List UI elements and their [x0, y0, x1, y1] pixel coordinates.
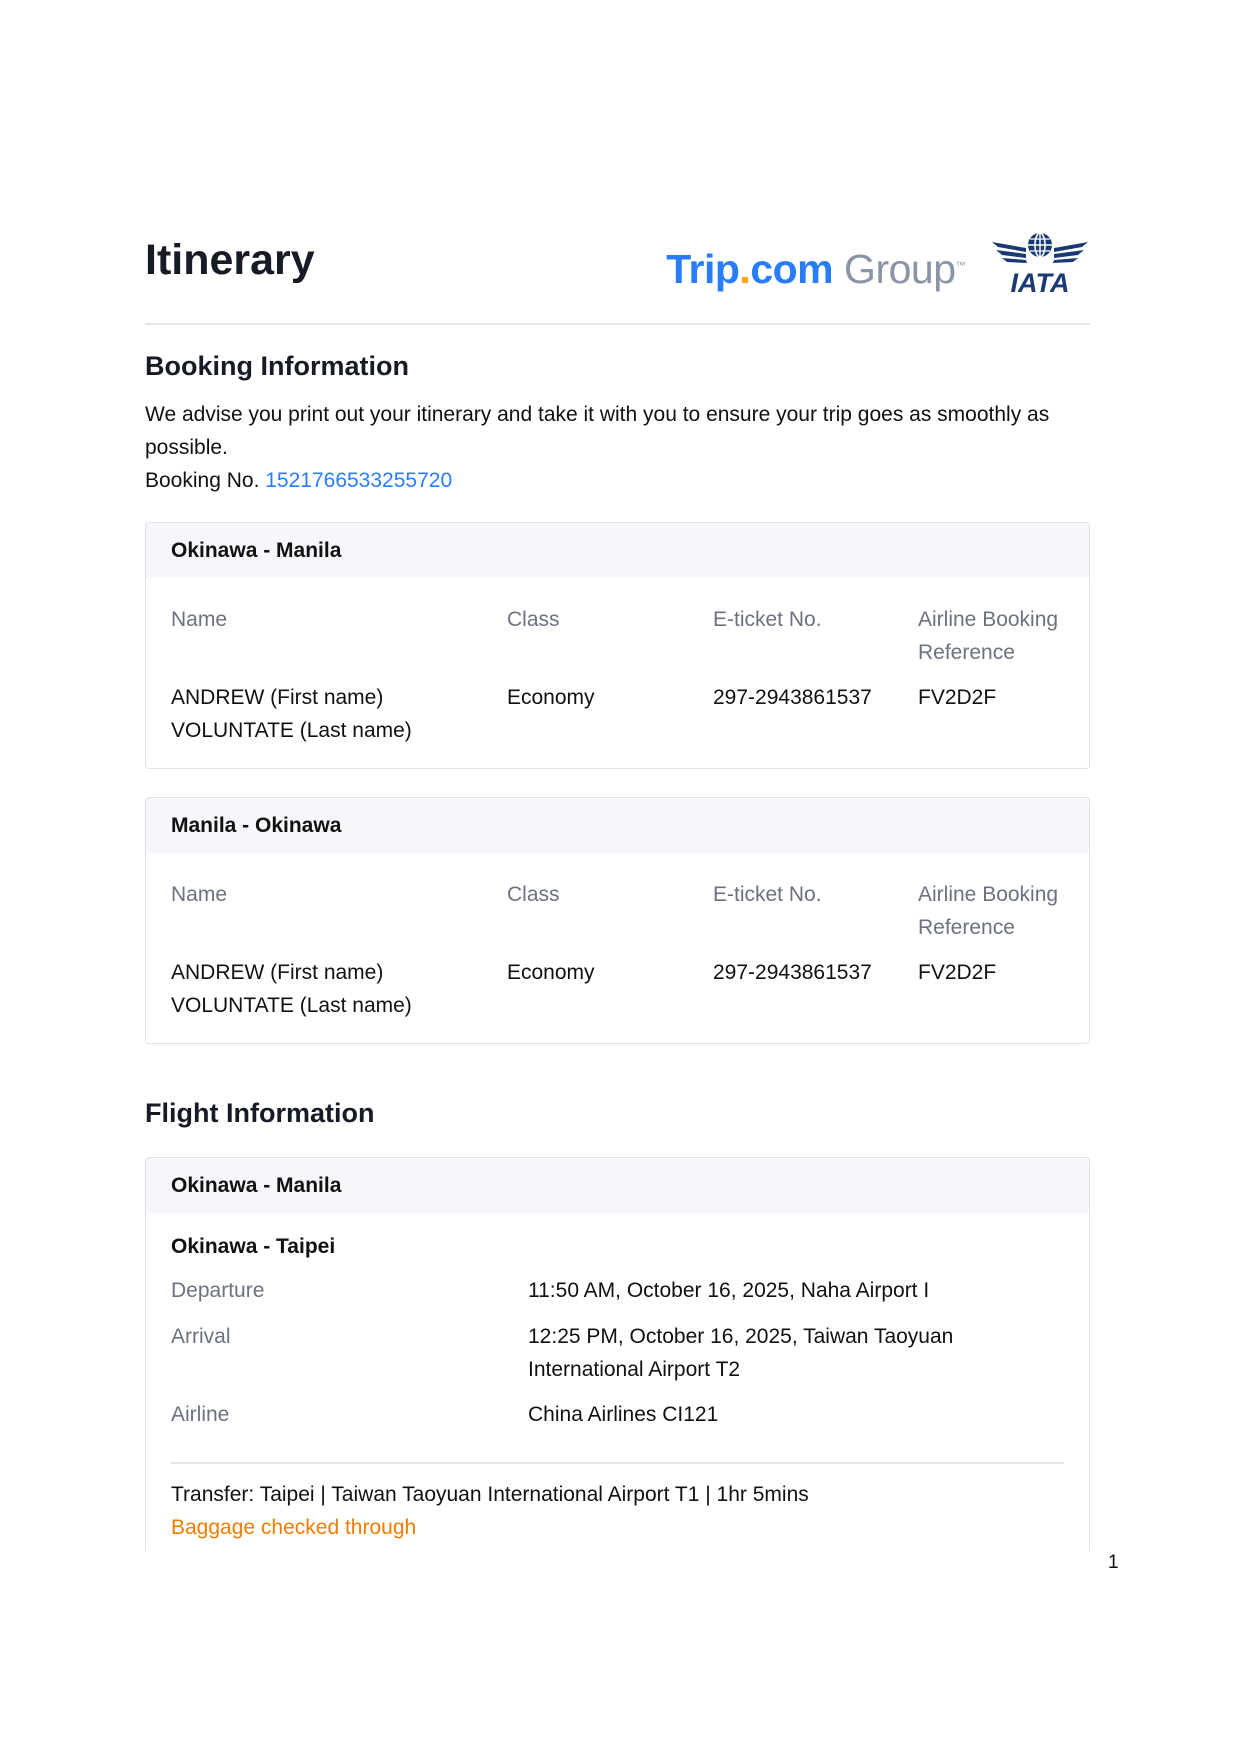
passenger-name: ANDREW (First name) VOLUNTATE (Last name)	[171, 961, 412, 1017]
trip-com-group-logo	[666, 246, 965, 293]
passenger-name: ANDREW (First name) VOLUNTATE (Last name)	[171, 686, 412, 742]
arrival-value: 12:25 PM, October 16, 2025, Taiwan Taoyuan International Airport T2	[528, 1325, 954, 1381]
iata-logo-text: IATA	[1010, 268, 1070, 296]
flight-card	[145, 1157, 1090, 1551]
booking-card-1	[145, 522, 1090, 769]
booking-intro	[145, 398, 1090, 497]
advice-text: We advise you print out your itinerary and take it with you to ensure your trip goes as smoothly as possible.	[145, 403, 1050, 459]
baggage-status: Baggage checked through	[171, 1516, 417, 1539]
flight-heading: Flight Information	[145, 1098, 375, 1128]
page-title: Itinerary	[145, 236, 315, 284]
column-name-header: Name	[171, 883, 228, 906]
column-reference-header: Airline Booking Reference	[918, 608, 1059, 664]
brand-dot: .	[739, 246, 751, 292]
cabin-class: Economy	[507, 961, 595, 984]
eticket-number: 297-2943861537	[713, 961, 872, 984]
booking-card-table	[146, 853, 1089, 1043]
booking-number-link[interactable]: 1521766533255720	[265, 469, 453, 492]
column-reference-header: Airline Booking Reference	[918, 883, 1059, 939]
flight-card-route: Okinawa - Manila	[146, 1158, 1089, 1213]
booking-card-route: Manila - Okinawa	[146, 798, 1089, 853]
header-divider	[145, 323, 1090, 325]
brand-tm: ™	[955, 260, 965, 272]
airline-value: China Airlines CI121	[528, 1403, 719, 1426]
iata-logo-icon	[990, 230, 1090, 296]
booking-card-2	[145, 797, 1090, 1044]
header	[145, 230, 1090, 300]
brand-com: com	[750, 246, 834, 292]
booking-reference: FV2D2F	[918, 961, 997, 984]
booking-number-line	[145, 464, 1090, 497]
arrival-label: Arrival	[171, 1325, 231, 1348]
page-number: 1	[1108, 1552, 1119, 1573]
column-class-header: Class	[507, 883, 560, 906]
booking-heading: Booking Information	[145, 351, 409, 381]
brand-group: Group	[844, 246, 956, 292]
leg-divider	[171, 1462, 1064, 1464]
column-name-header: Name	[171, 608, 228, 631]
column-eticket-header: E-ticket No.	[713, 883, 822, 906]
column-eticket-header: E-ticket No.	[713, 608, 822, 631]
leg-title: Okinawa - Taipei	[171, 1235, 336, 1258]
cabin-class: Economy	[507, 686, 595, 709]
departure-label: Departure	[171, 1279, 265, 1302]
booking-reference: FV2D2F	[918, 686, 997, 709]
booking-number-label: Booking No.	[145, 469, 260, 492]
column-class-header: Class	[507, 608, 560, 631]
brand-trip: Trip	[666, 246, 740, 292]
booking-card-table	[146, 578, 1089, 768]
booking-card-route: Okinawa - Manila	[146, 523, 1089, 578]
eticket-number: 297-2943861537	[713, 686, 872, 709]
departure-value: 11:50 AM, October 16, 2025, Naha Airport I	[528, 1279, 930, 1302]
airline-label: Airline	[171, 1403, 230, 1426]
transfer-info: Transfer: Taipei | Taiwan Taoyuan International Airport T1 | 1hr 5mins	[171, 1483, 809, 1506]
